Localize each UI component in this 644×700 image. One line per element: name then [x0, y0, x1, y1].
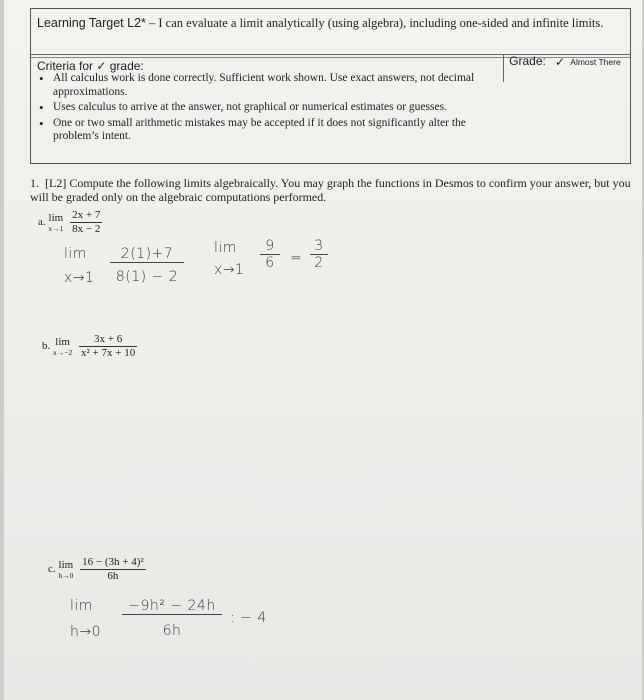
hand-denominator: 8(1) − 2 [115, 269, 179, 285]
learning-target-heading [37, 15, 622, 32]
criteria-heading: Criteria for ✓ grade: [37, 59, 144, 73]
hand-lim-subscript: x→1 [64, 270, 95, 286]
hand-answer-denominator: 2 [314, 255, 324, 271]
lim-text: lim [48, 212, 64, 224]
numerator: 3x + 6 [79, 333, 137, 347]
grade-value: Almost There [570, 57, 621, 67]
question-1 [30, 176, 635, 204]
hand-answer [310, 238, 328, 271]
hand-lim-subscript: x→1 [214, 262, 245, 278]
hand-denominator: 6h [162, 623, 182, 639]
hand-fraction [260, 238, 280, 271]
hand-answer-numerator: 3 [310, 238, 328, 255]
learning-target-statement: – I can evaluate a limit analytically (using algebra), including one-sided and infinite limits. [145, 16, 604, 30]
part-a [38, 209, 102, 236]
criteria-item: • All calculus work is done correctly. Sufficient work shown. Use exact answers, not decimal approximations. [37, 72, 507, 99]
part-b [42, 333, 137, 360]
numerator: 2x + 7 [72, 209, 101, 221]
learning-target-box [30, 8, 631, 164]
hand-fraction [110, 246, 184, 285]
hand-lim: lim [64, 246, 87, 262]
hand-equals: = [290, 250, 303, 266]
fraction [70, 209, 102, 236]
question-text: [L2] Compute the following limits algebraically. You may graph the functions in Desmos to confirm your answer, but you will be graded only on the algebraic computations performed. [30, 176, 631, 204]
check-icon: ✓ [555, 55, 566, 69]
hand-lim: lim [70, 598, 93, 614]
lim-subscript: h→0 [58, 571, 74, 580]
lim-subscript: x→1 [48, 224, 64, 233]
limit-operator [58, 559, 73, 580]
hand-fraction [122, 598, 222, 639]
numerator: 16 − (3h + 4)² [82, 556, 144, 568]
fraction [79, 333, 137, 360]
part-letter: a. [38, 216, 46, 229]
part-letter: b. [42, 340, 51, 353]
lim-text: lim [58, 559, 74, 571]
limit-operator [48, 212, 63, 233]
grade-label: Grade: [509, 54, 546, 68]
part-letter: c. [48, 563, 56, 576]
criteria-list [37, 72, 507, 146]
lim-text: lim [55, 336, 70, 348]
hand-numerator: −9h² − 24h [122, 598, 222, 615]
hand-lim-subscript: h→0 [70, 624, 102, 640]
hand-lim: lim [214, 240, 237, 256]
lim-subscript: x→−2 [53, 348, 73, 357]
part-c [48, 556, 146, 583]
learning-target-label: Learning Target L2* [37, 16, 146, 30]
criteria-item: • Uses calculus to arrive at the answer, not graphical or numerical estimates or guesses. [37, 101, 507, 115]
limit-operator [53, 336, 72, 357]
denominator: 8x − 2 [72, 223, 101, 235]
denominator: x² + 7x + 10 [80, 347, 136, 359]
hand-numerator: 2(1)+7 [110, 246, 184, 263]
hand-result: : − 4 [230, 610, 267, 626]
question-number: 1. [30, 176, 39, 190]
hand-numerator: 9 [260, 238, 280, 255]
criteria-item: • One or two small arithmetic mistakes may be accepted if it does not significantly alter the problem’s intent. [37, 117, 507, 144]
worksheet-page [4, 0, 642, 700]
denominator: 6h [107, 570, 119, 582]
hand-denominator: 6 [265, 255, 275, 271]
fraction [80, 556, 146, 583]
